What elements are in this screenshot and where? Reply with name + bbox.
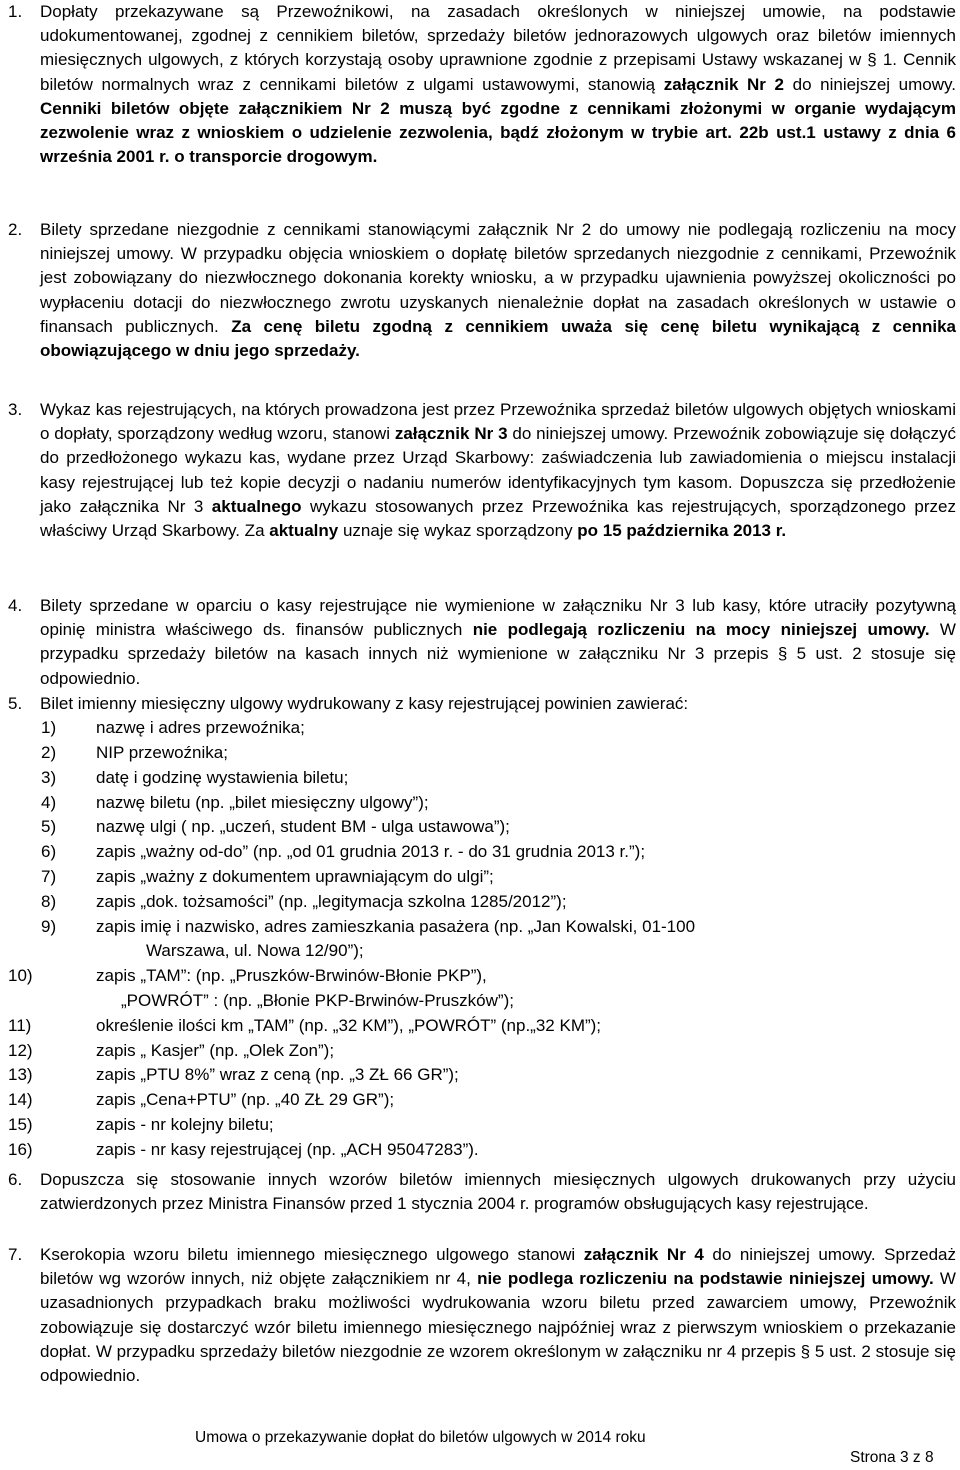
list-item-text: zapis imię i nazwisko, adres zamieszkania pasażera (np. „Jan Kowalski, 01-100 (96, 916, 696, 936)
list-item-text: zapis „ważny z dokumentem uprawniającym do ulgi”; (96, 866, 494, 886)
list-item-text: NIP przewoźnika; (96, 743, 228, 762)
list-item-text: nazwę biletu (np. „bilet miesięczny ulgowy”); (96, 792, 429, 812)
text: do niniejszej umowy. Przewoźnik zobowiązuje się dołączyć do przedłożonego wykazu kas, wydane przez Urząd Skarbowy: zaświadczenia lub zawiadomienia o miejscu instalacji kasy rejestrującej lub też kopie decyzji o nadaniu numerów identyfikacyjnych tym kasom. Dopuszcza się przedłożenie jako załącznika Nr 3 (40, 424, 956, 516)
text: Kserokopia wzoru biletu imiennego miesięcznego ulgowego stanowi (40, 1245, 584, 1264)
text: W uzasadnionych przypadkach braku możliwości wydrukowania wzoru biletu przed zawarciem umowy, Przewoźnik zobowiązuje się dostarczyć wzór biletu imiennego miesięcznego najpóźniej wraz z pierwszym wnioskiem o przekazanie dopłat. W przypadku sprzedaży biletów niezgodnie ze wzorem określonym w załączniku nr 4 przepis § 5 ust. 2 stosuje się odpowiednio. (40, 1269, 956, 1386)
list-item (41, 716, 956, 741)
text: Dopłaty przekazywane są Przewoźnikowi, na zasadach określonych w niniejszej umowie, na podstawie udokumentowanej, zgodnej z cennikiem biletów, sprzedaży biletów jednorazowych ulgowych oraz biletów imiennych miesięcznych ulgowych, z których korzystają osoby uprawnione zgodnie z przepisami Ustawy wskazanej w § 1. Cennik biletów normalnych wraz z cennikami biletów z ulgami ustawowymi, stanowią (40, 2, 956, 94)
paragraph-text (40, 1243, 956, 1388)
paragraph-5 (8, 692, 956, 1163)
list-item-number: 8) (41, 891, 57, 911)
bold-text: nie podlegają rozliczeniu na mocy niniejszej umowy. (472, 620, 930, 640)
paragraph-text (40, 1168, 956, 1216)
list-item (41, 915, 956, 965)
list-item-text: zapis „TAM”: (np. „Pruszków-Brwinów-Błonie PKP”), (96, 966, 487, 986)
list-item-number: 9) (41, 916, 57, 936)
list-item-text: zapis „PTU 8%” wraz z ceną (np. „3 ZŁ 66 GR”); (96, 1065, 459, 1085)
text: W przypadku sprzedaży biletów na kasach innych niż wymienione w załączniku Nr 3 przepis § 5 ust. 2 stosuje się odpowiednio. (40, 620, 956, 688)
list-item (8, 1039, 956, 1064)
footer-title: Umowa o przekazywanie dopłat do biletów ulgowych w 2014 roku (195, 1429, 646, 1446)
list-item (8, 964, 956, 1014)
text: Bilet imienny miesięczny ulgowy wydrukowany z kasy rejestrującej powinien zawierać: (40, 694, 689, 713)
list-item (41, 741, 956, 766)
text: Dopuszcza się stosowanie innych wzorów biletów imiennych miesięcznych ulgowych drukowanych przy użyciu zatwierdzonych przez Ministra Finansów przed 1 stycznia 2004 r. programów obsługujących kasy rejestrujące. (40, 1170, 956, 1214)
list-item (8, 1138, 956, 1163)
list-item-text: zapis „ważny od-do” (np. „od 01 grudnia 2013 r. - do 31 grudnia 2013 r.”); (96, 842, 646, 862)
list-item-number: 16) (8, 1139, 33, 1159)
paragraph-number: 7. (8, 1245, 23, 1264)
bold-text: po 15 października 2013 r. (577, 521, 787, 541)
text: Bilety sprzedane w oparciu o kasy rejestrujące nie wymienione w załączniku Nr 3 lub kasy, które utraciły pozytywną opinię ministra właściwego ds. finansów publicznych (40, 596, 956, 640)
list-item-number: 6) (41, 842, 57, 862)
list-item (8, 1014, 956, 1039)
list-item (8, 1113, 956, 1138)
paragraph-6 (8, 1168, 956, 1216)
paragraph-text (40, 692, 956, 716)
bold-text: załącznik Nr 2 (663, 74, 784, 94)
paragraph-number: 5. (8, 694, 23, 713)
bold-text: Za cenę biletu zgodną z cennikiem uważa się cenę biletu wynikającą z cennika obowiązującego w dniu jego sprzedaży. (40, 316, 956, 361)
list-item-text: nazwę i adres przewoźnika; (96, 718, 305, 738)
text: do niniejszej umowy. Sprzedaż biletów wg wzorów innych, niż objęte załącznikiem nr 4, (40, 1245, 957, 1289)
list-item (8, 1088, 956, 1113)
text: Wykaz kas rejestrujących, na których prowadzona jest przez Przewoźnika sprzedaż biletów ulgowych objętych wnioskami o dopłaty, sporządzony według wzoru, stanowi (40, 400, 956, 444)
list-item-text: nazwę ulgi ( np. „uczeń, student BM - ulga ustawowa”); (96, 817, 510, 837)
list-item-number: 5) (41, 817, 57, 837)
paragraph-number: 6. (8, 1170, 23, 1189)
list-item-number: 13) (8, 1065, 33, 1085)
list-item-number: 10) (8, 966, 33, 986)
list-item (41, 890, 956, 915)
paragraph-text (40, 0, 956, 169)
list-item-number: 11) (8, 1015, 32, 1035)
paragraph-3 (8, 398, 956, 543)
list-item-text: zapis „Cena+PTU” (np. „40 ZŁ 29 GR”); (96, 1090, 395, 1110)
list-item-number: 2) (41, 743, 57, 762)
paragraph-text (40, 594, 956, 691)
list-item (41, 865, 956, 890)
paragraph-number: 3. (8, 400, 23, 419)
paragraph-7 (8, 1243, 956, 1388)
list-item-text: zapis - nr kasy rejestrującej (np. „ACH 95047283”). (96, 1139, 479, 1159)
bold-text: Cenniki biletów objęte załącznikiem Nr 2 muszą być zgodne z cennikami złożonymi w organie wydającym zezwolenie wraz z wnioskiem o udzielenie zezwolenia, bądź złożonym w trybie art. 22b ust.1 ustawy z dnia 6 września 2001 r. o transporcie drogowym. (40, 98, 956, 167)
page-number: Strona 3 z 8 (850, 1449, 934, 1466)
bold-text: załącznik Nr 3 (394, 424, 508, 444)
paragraph-number: 1. (8, 2, 23, 21)
list-item-number: 1) (41, 718, 57, 738)
list-item-text: zapis - nr kolejny biletu; (96, 1114, 274, 1134)
list-item-continuation: „POWRÓT” : (np. „Błonie PKP-Brwinów-Pruszków”); (121, 990, 514, 1010)
list-item-continuation: Warszawa, ul. Nowa 12/90”); (146, 941, 364, 961)
bold-text: załącznik Nr 4 (583, 1245, 704, 1264)
list-item-number: 12) (8, 1040, 33, 1060)
list-item (41, 766, 956, 791)
list-item-number: 15) (8, 1114, 33, 1134)
bold-text: nie podlega rozliczeniu na podstawie niniejszej umowy. (477, 1269, 934, 1289)
list-item-number: 4) (41, 792, 57, 812)
list-item (8, 1063, 956, 1088)
list-item (41, 791, 956, 816)
paragraph-number: 2. (8, 220, 23, 239)
text: uznaje się wykaz sporządzony (338, 521, 578, 541)
text: wykazu stosowanych przez Przewoźnika kas rejestrujących, sporządzonego przez właściwy Urząd Skarbowy. Za (40, 496, 957, 541)
paragraph-2 (8, 218, 956, 363)
list-item-number: 7) (41, 866, 57, 886)
list-item-text: zapis „dok. tożsamości” (np. „legitymacja szkolna 1285/2012”); (96, 891, 567, 911)
list-item (41, 815, 956, 840)
list-item-text: zapis „ Kasjer” (np. „Olek Zon”); (96, 1040, 335, 1060)
paragraph-text (40, 398, 956, 543)
list-item (41, 840, 956, 865)
paragraph-number: 4. (8, 596, 23, 615)
text: do niniejszej umowy. (784, 74, 956, 94)
list-item-text: datę i godzinę wystawienia biletu; (96, 767, 349, 787)
paragraph-4 (8, 594, 956, 691)
text: Bilety sprzedane niezgodnie z cennikami stanowiącymi załącznik Nr 2 do umowy nie podlegają rozliczeniu na mocy niniejszej umowy. W przypadku objęcia wnioskiem o dopłatę biletów sprzedanych niezgodnie z cennikami, Przewoźnik jest zobowiązany do niezwłocznego dokonania korekty wniosku, a w przypadku ujawnienia powyższej okoliczności po wypłaceniu dotacji do niezwłocznego zwrotu uzyskanych nienależnie dopłat na zasadach określonych w ustawie o finansach publicznych. (40, 220, 956, 336)
ticket-fields-list (8, 716, 956, 1162)
bold-text: aktualnego (211, 496, 302, 516)
list-item-number: 3) (41, 767, 57, 787)
list-item-number: 14) (8, 1090, 33, 1110)
paragraph-text (40, 218, 956, 363)
list-item-text: określenie ilości km „TAM” (np. „32 KM”), „POWRÓT” (np.„32 KM”); (96, 1015, 602, 1035)
paragraph-1 (8, 0, 956, 169)
bold-text: aktualny (269, 521, 339, 541)
